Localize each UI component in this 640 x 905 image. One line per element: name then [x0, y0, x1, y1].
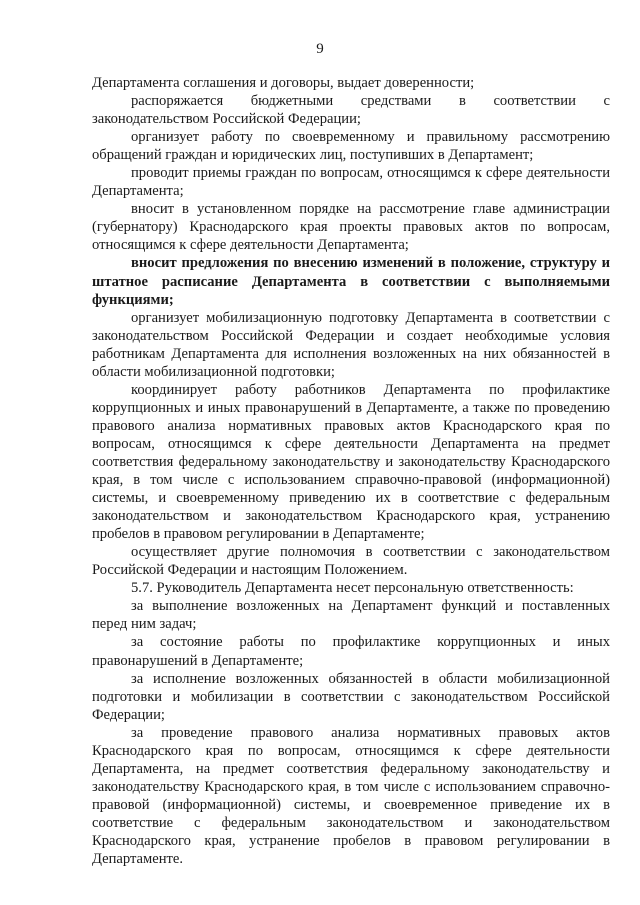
paragraph-11: за выполнение возложенных на Департамент функций и поставленных перед ним задач; [92, 598, 610, 633]
paragraph-14: за проведение правового анализа нормативных правовых актов Краснодарского края по вопросам, относящимся к сфере деятельности Департамента, на предмет соответствия федеральному законодательству и законодательству Краснодарского края, в том числе с использованием справочно-правовой (информационной) системы, и своевременное приведение их в соответствие с федеральным законодательством и законодательством Краснодарского края, устранение пробелов в правовом регулировании в Департаменте. [92, 724, 610, 868]
paragraph-2: распоряжается бюджетными средствами в соответствии с законодательством Российской Федерации; [92, 93, 610, 128]
paragraph-9: осуществляет другие полномочия в соответствии с законодательством Российской Федерации и настоящим Положением. [92, 544, 610, 579]
paragraph-6: вносит предложения по внесению изменений в положение, структуру и штатное расписание Департамента в соответствии с выполняемыми функциями; [92, 255, 610, 308]
page-number: 9 [316, 41, 324, 57]
paragraph-7: организует мобилизационную подготовку Департамента в соответствии с законодательством Российской Федерации и создает необходимые условия работникам Департамента для исполнения возложенных на них обязанностей в области мобилизационной подготовки; [92, 309, 610, 380]
paragraph-4: проводит приемы граждан по вопросам, относящимся к сфере деятельности Департамента; [92, 165, 610, 200]
paragraph-10: 5.7. Руководитель Департамента несет персональную ответственность: [131, 580, 574, 597]
paragraph-12: за состояние работы по профилактике коррупционных и иных правонарушений в Департаменте; [92, 634, 610, 669]
paragraph-5: вносит в установленном порядке на рассмотрение главе администрации (губернатору) Краснодарского края проекты правовых актов по вопросам, относящимся к сфере деятельности Департамента; [92, 201, 610, 254]
paragraph-1: Департамента соглашения и договоры, выдает доверенности; [92, 75, 475, 91]
paragraph-8: координирует работу работников Департамента по профилактике коррупционных и иных правонарушений в Департаменте, а также по проведению правового анализа нормативных правовых актов Краснодарского края по вопросам, относящимся к сфере деятельности Департамента на предмет соответствия федеральному законодательству и законодательству Краснодарского края, в том числе с использованием справочно-правовой (информационной) системы, и своевременному приведению их в соответствие с федеральным законодательством и законодательством Краснодарского края, устранению пробелов в правовом регулировании в Департаменте; [92, 381, 610, 543]
document-body [92, 74, 610, 868]
paragraph-3: организует работу по своевременному и правильному рассмотрению обращений граждан и юридических лиц, поступивших в Департамент; [92, 129, 610, 164]
paragraph-13: за исполнение возложенных обязанностей в области мобилизационной подготовки и мобилизации в соответствии с законодательством Российской Федерации; [92, 670, 610, 723]
